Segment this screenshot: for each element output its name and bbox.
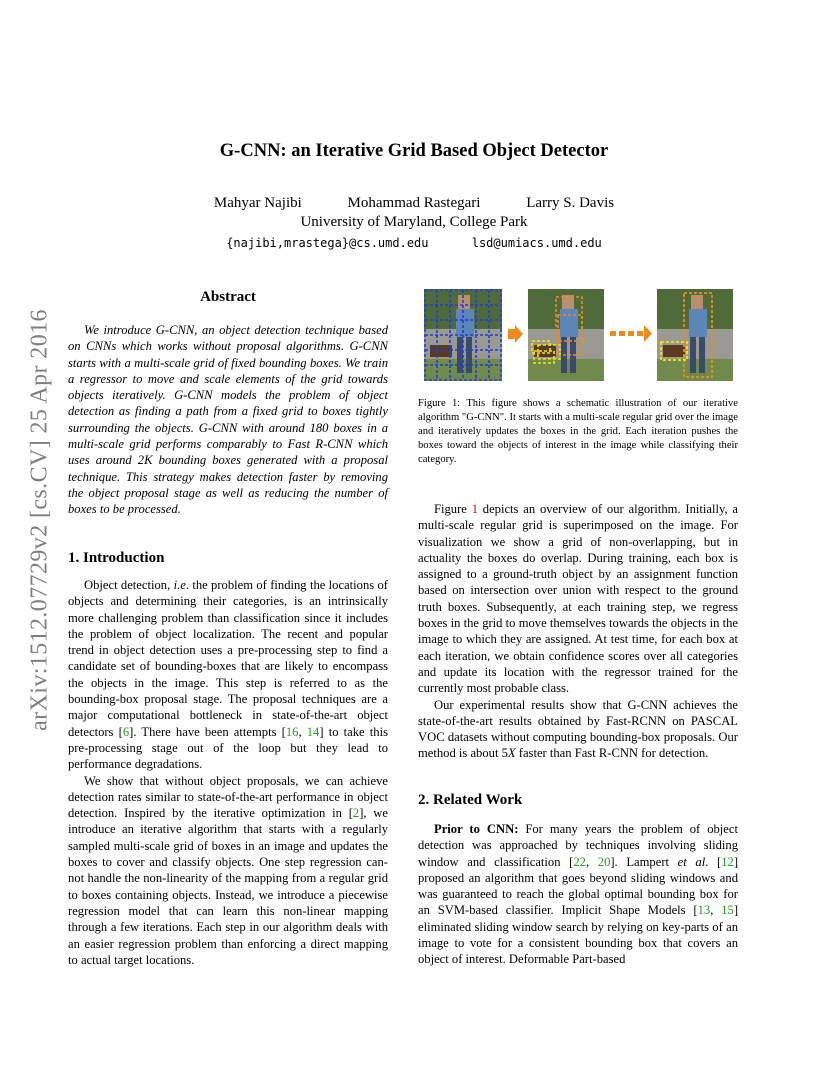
citation-link[interactable]: 13 [697, 903, 711, 918]
section-heading-introduction: 1. Introduction [68, 550, 165, 566]
abstract-heading: Abstract [200, 289, 256, 305]
figure-caption: Figure 1: This figure shows a schematic illustration of our iterative algorithm "G-CNN". It starts with a multi-scale regular grid over the image and iteratively updates the boxes in the grid. Each iteration pushes the boxes toward the objects of interest in the image while classifying their category. [418, 398, 738, 466]
figure-panel-final [657, 289, 733, 381]
figure-1-illustration [418, 285, 738, 385]
citation-link[interactable]: 16 [285, 724, 299, 739]
citation-link[interactable]: 2 [352, 806, 360, 821]
intro-paragraph: We show that without object proposals, we can achieve detection rates similar to state-of-the-art performance in object detection. Inspired by the iterative optimization in [2], we introduce an iterative algorithm that starts with a regularly sampled multi-scale grid of boxes in an image and updates the boxes to cover and classify objects. One step regression can-not handle the non-linearity of the mapping from a regular grid to boxes containing objects. Instead, we introduce a piecewise regression model that can learn this non-linear mapping through a few iterations. Each step in our algorithm deals with an easier regression problem than enforcing a direct mapping to actual target locations. [68, 773, 388, 967]
author-name: Larry S. Davis [526, 195, 615, 211]
citation-link[interactable]: 14 [306, 724, 320, 739]
intro-paragraph: Object detection, i.e. the problem of finding the locations of objects and determining their categories, is an intrinsically more challenging problem than classification since it includes the problem of object localization. The recent and popular trend in object detection uses a pre-processing step to find a candidate set of bounding-boxes that are likely to encompass the objects in the image. This step is referred to as the bounding-box proposal stage. The proposal techniques are a major computational bottleneck in state-of-the-art object detectors [6]. There have been attempts [16, 14] to take this pre-processing stage out of the loop but they lead to performance degradations. [68, 578, 388, 772]
introduction-body [68, 577, 388, 968]
section-heading-related-work: 2. Related Work [418, 792, 523, 808]
author-list [0, 195, 828, 212]
affiliation: University of Maryland, College Park [300, 214, 528, 230]
overview-body [418, 501, 738, 762]
overview-paragraph: Figure 1 depicts an overview of our algorithm. Initially, a multi-scale regular grid is superimposed on the image. For visualization we show a grid of non-overlapping, but in actuality the boxes do overlap. During training, each box is assigned to a ground-truth object by an assignment function based on intersection over union with respect to the ground truth boxes. Subsequently, at each training step, we regress boxes in the grid to move themselves towards the objects in the image to which they are assigned. At test time, for each box at each iteration, we obtain confidence scores over all categories and update its location with the regressor trained for the currently most probable class. [418, 502, 738, 696]
email-address: lsd@umiacs.umd.edu [471, 236, 602, 250]
citation-link[interactable]: 20 [597, 854, 611, 869]
citation-link[interactable]: 15 [721, 903, 734, 918]
paper-title: G-CNN: an Iterative Grid Based Object Detector [219, 141, 609, 161]
abstract-paragraph: We introduce G-CNN, an object detection technique based on CNNs which works without proposal algorithms. G-CNN starts with a multi-scale grid of fixed bounding boxes. We train a regressor to move and scale elements of the grid towards objects iteratively. G-CNN models the problem of object detection as finding a path from a fixed grid to boxes tightly surrounding the objects. G-CNN with around 180 boxes in a multi-scale grid performs comparably to Fast R-CNN which uses around 2K bounding boxes generated with a proposal technique. This strategy makes detection faster by removing the object proposal stage as well as reducing the number of boxes to be processed. [68, 323, 388, 517]
overview-paragraph: Our experimental results show that G-CNN achieves the state-of-the-art results obtained by Fast-RCNN on PASCAL VOC datasets without computing bounding-box proposals. Our method is about 5X faster than Fast R-CNN for detection. [418, 697, 738, 761]
dashed-arrow-icon [610, 325, 652, 342]
citation-link[interactable]: 22 [573, 854, 586, 869]
author-name: Mohammad Rastegari [347, 195, 481, 211]
email-list [0, 236, 828, 250]
related-paragraph: Prior to CNN: For many years the problem of object detection was approached by techniques involving sliding window and classification [22, 20]. Lampert et al. [12] proposed an algorithm that goes beyond sliding windows and was guaranteed to reach the global optimal bounding box for an SVM-based classifier. Implicit Shape Models [13, 15] eliminated sliding window search by relying on key-parts of an image to vote for a consistent bounding box that covers an object of interest. Deformable Part-based [418, 822, 739, 967]
author-name: Mahyar Najibi [213, 195, 302, 211]
citation-link[interactable]: 6 [122, 724, 130, 739]
figure-reference-link[interactable]: 1 [471, 502, 478, 516]
citation-link[interactable]: 12 [721, 854, 734, 869]
abstract-text [68, 322, 388, 518]
related-work-body [418, 821, 738, 968]
arrow-icon [508, 325, 523, 343]
arxiv-identifier: arXiv:1512.07729v2 [cs.CV] 25 Apr 2016 [26, 309, 53, 731]
figure-panel-initial-grid [424, 289, 502, 381]
email-address: {najibi,mrastega}@cs.umd.edu [226, 236, 429, 250]
figure-panel-iteration [528, 289, 604, 381]
